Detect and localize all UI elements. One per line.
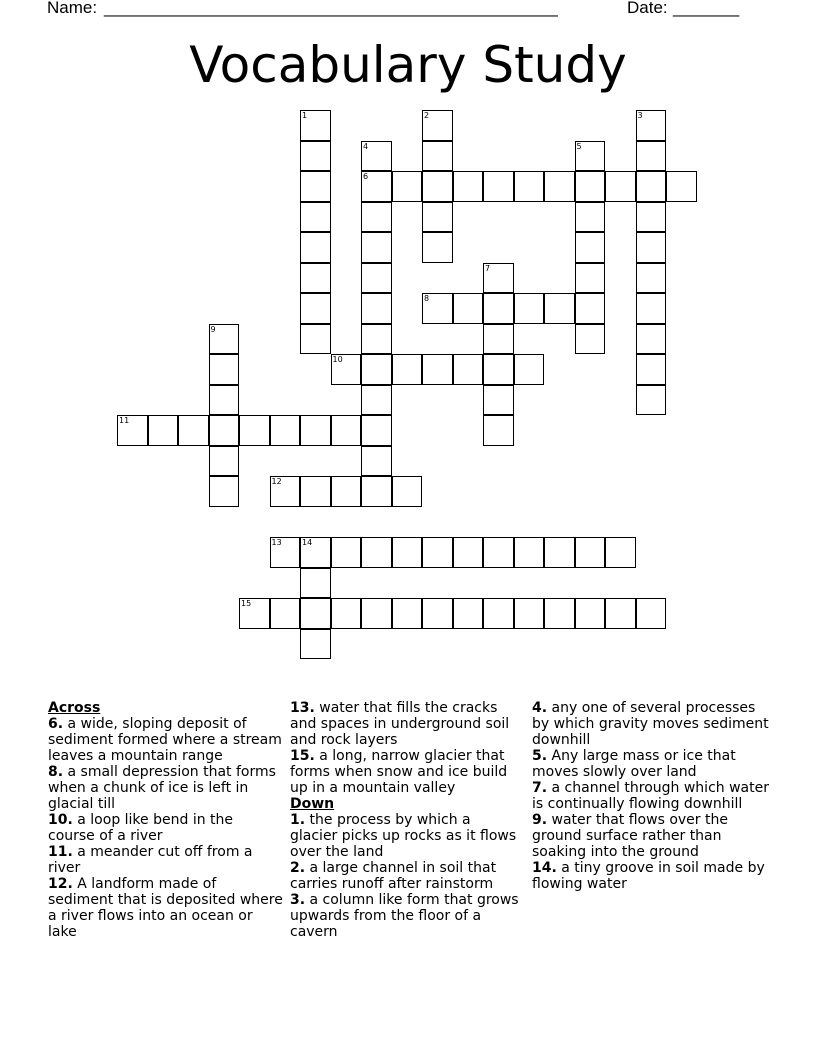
grid-cell[interactable]	[514, 537, 545, 568]
grid-cell[interactable]	[270, 415, 301, 446]
clue-text: water that fills the cracks and spaces in underground soil and rock layers	[290, 700, 510, 748]
grid-cell[interactable]	[270, 537, 301, 568]
clue-text: a channel through which water is continually flowing downhill	[532, 780, 769, 812]
clue-number: 6.	[48, 716, 64, 732]
grid-cell[interactable]	[392, 171, 423, 202]
grid-cell[interactable]	[483, 263, 514, 294]
grid-cell[interactable]	[209, 354, 240, 385]
grid-cell[interactable]	[392, 354, 423, 385]
grid-cell[interactable]	[300, 598, 331, 629]
cell-number: 8	[424, 294, 430, 303]
grid-cell[interactable]	[361, 232, 392, 263]
grid-cell[interactable]	[636, 232, 667, 263]
grid-cell[interactable]	[575, 263, 606, 294]
clue-number: 14.	[532, 860, 557, 876]
grid-cell[interactable]	[361, 354, 392, 385]
grid-cell[interactable]	[361, 263, 392, 294]
across-heading: Across	[48, 700, 101, 716]
grid-cell[interactable]	[422, 293, 453, 324]
clue-across-6	[48, 716, 283, 764]
grid-cell[interactable]	[636, 598, 667, 629]
grid-cell[interactable]	[300, 568, 331, 599]
clue-number: 2.	[290, 860, 306, 876]
clue-number: 5.	[532, 748, 548, 764]
clue-text: water that flows over the ground surface rather than soaking into the ground	[532, 812, 728, 860]
clue-across-13	[290, 700, 520, 748]
grid-cell[interactable]	[636, 293, 667, 324]
clue-number: 10.	[48, 812, 73, 828]
cell-number: 10	[332, 355, 343, 364]
grid-cell[interactable]	[514, 171, 545, 202]
grid-cell[interactable]	[575, 598, 606, 629]
clue-column-2	[290, 700, 520, 940]
down-heading: Down	[290, 796, 335, 812]
grid-cell[interactable]	[422, 141, 453, 172]
grid-cell[interactable]	[361, 324, 392, 355]
grid-cell[interactable]	[483, 537, 514, 568]
grid-cell[interactable]	[361, 293, 392, 324]
grid-cell[interactable]	[605, 598, 636, 629]
grid-cell[interactable]	[514, 293, 545, 324]
clue-number: 3.	[290, 892, 306, 908]
clue-across-12	[48, 876, 283, 940]
grid-cell[interactable]	[178, 415, 209, 446]
clue-column-3	[532, 700, 772, 892]
grid-cell[interactable]	[544, 598, 575, 629]
grid-cell[interactable]	[331, 354, 362, 385]
grid-cell[interactable]	[483, 324, 514, 355]
grid-cell[interactable]	[636, 202, 667, 233]
grid-cell[interactable]	[605, 537, 636, 568]
clue-number: 9.	[532, 812, 548, 828]
grid-cell[interactable]	[300, 629, 331, 660]
grid-cell[interactable]	[575, 293, 606, 324]
cell-number: 7	[485, 263, 491, 273]
clue-text: a wide, sloping deposit of sediment formed where a stream leaves a mountain range	[48, 716, 282, 764]
grid-cell[interactable]	[300, 324, 331, 355]
grid-cell[interactable]	[300, 141, 331, 172]
grid-cell[interactable]	[300, 415, 331, 446]
name-line[interactable]: ________________________________________________	[104, 0, 558, 17]
clue-down-2	[290, 860, 520, 892]
clue-down-9	[532, 812, 772, 860]
grid-cell[interactable]	[453, 293, 484, 324]
grid-cell[interactable]	[453, 598, 484, 629]
clue-text: a loop like bend in the course of a river	[48, 812, 234, 844]
grid-cell[interactable]	[636, 263, 667, 294]
grid-cell[interactable]	[453, 537, 484, 568]
grid-cell[interactable]	[300, 537, 331, 568]
grid-cell[interactable]	[270, 476, 301, 507]
grid-cell[interactable]	[514, 598, 545, 629]
grid-cell[interactable]	[575, 324, 606, 355]
grid-cell[interactable]	[117, 415, 148, 446]
date-label: Date:	[627, 0, 668, 17]
cell-number: 2	[424, 111, 430, 120]
grid-cell[interactable]	[392, 598, 423, 629]
clue-down-3	[290, 892, 520, 940]
cell-number: 11	[119, 416, 130, 425]
grid-cell[interactable]	[300, 202, 331, 233]
grid-cell[interactable]	[483, 293, 514, 324]
grid-cell[interactable]	[544, 171, 575, 202]
clue-number: 15.	[290, 748, 315, 764]
grid-cell[interactable]	[453, 354, 484, 385]
clue-down-14	[532, 860, 772, 892]
grid-cell[interactable]	[209, 324, 240, 355]
cell-number: 9	[210, 324, 216, 334]
grid-cell[interactable]	[300, 293, 331, 324]
grid-cell[interactable]	[392, 537, 423, 568]
grid-cell[interactable]	[483, 385, 514, 416]
grid-cell[interactable]	[148, 415, 179, 446]
grid-cell[interactable]	[483, 415, 514, 446]
grid-cell[interactable]	[300, 263, 331, 294]
clue-text: a column like form that grows upwards from the floor of a cavern	[290, 892, 519, 940]
grid-cell[interactable]	[209, 385, 240, 416]
grid-cell[interactable]	[331, 598, 362, 629]
cell-number: 1	[302, 111, 308, 120]
clue-text: a large channel in soil that carries runoff after rainstorm	[290, 860, 497, 892]
clue-across-10	[48, 812, 283, 844]
grid-cell[interactable]	[422, 202, 453, 233]
grid-cell[interactable]	[422, 598, 453, 629]
cell-number: 14	[302, 538, 313, 547]
date-line[interactable]: _______	[673, 0, 740, 17]
grid-cell[interactable]	[636, 110, 667, 141]
grid-cell[interactable]	[575, 202, 606, 233]
grid-cell[interactable]	[239, 415, 270, 446]
grid-cell[interactable]	[422, 354, 453, 385]
grid-cell[interactable]	[544, 293, 575, 324]
clue-number: 11.	[48, 844, 73, 860]
grid-cell[interactable]	[422, 232, 453, 263]
grid-cell[interactable]	[636, 324, 667, 355]
clue-down-7	[532, 780, 772, 812]
clue-text: a meander cut off from a river	[48, 844, 253, 876]
grid-cell[interactable]	[361, 537, 392, 568]
grid-cell[interactable]	[575, 537, 606, 568]
grid-cell[interactable]	[300, 476, 331, 507]
cell-number: 4	[363, 141, 369, 151]
grid-cell[interactable]	[361, 171, 392, 202]
grid-cell[interactable]	[361, 476, 392, 507]
cell-number: 15	[241, 599, 252, 608]
grid-cell[interactable]	[209, 415, 240, 446]
grid-cell[interactable]	[422, 537, 453, 568]
cell-number: 3	[637, 111, 643, 120]
clue-number: 12.	[48, 876, 73, 892]
clue-column-1	[48, 700, 283, 940]
clue-text: Any large mass or ice that moves slowly over land	[532, 748, 736, 780]
grid-cell[interactable]	[331, 537, 362, 568]
grid-cell[interactable]	[666, 171, 697, 202]
grid-cell[interactable]	[331, 415, 362, 446]
clue-down-1	[290, 812, 520, 860]
grid-cell[interactable]	[544, 537, 575, 568]
grid-cell[interactable]	[300, 171, 331, 202]
grid-cell[interactable]	[422, 110, 453, 141]
clue-across-11	[48, 844, 283, 876]
grid-cell[interactable]	[300, 232, 331, 263]
grid-cell[interactable]	[361, 202, 392, 233]
grid-cell[interactable]	[483, 171, 514, 202]
grid-cell[interactable]	[361, 385, 392, 416]
grid-cell[interactable]	[636, 354, 667, 385]
grid-cell[interactable]	[575, 232, 606, 263]
grid-cell[interactable]	[361, 415, 392, 446]
grid-cell[interactable]	[209, 446, 240, 477]
clue-number: 8.	[48, 764, 64, 780]
grid-cell[interactable]	[392, 476, 423, 507]
clue-text: a tiny groove in soil made by flowing water	[532, 860, 765, 892]
cell-number: 5	[576, 141, 582, 151]
grid-cell[interactable]	[483, 598, 514, 629]
grid-cell[interactable]	[483, 354, 514, 385]
clue-number: 13.	[290, 700, 315, 716]
grid-cell[interactable]	[270, 598, 301, 629]
name-label: Name:	[47, 0, 98, 17]
clue-text: a small depression that forms when a chunk of ice is left in glacial till	[48, 764, 276, 812]
clue-number: 7.	[532, 780, 548, 796]
clue-text: a long, narrow glacier that forms when snow and ice build up in a mountain valley	[290, 748, 508, 796]
grid-cell[interactable]	[422, 171, 453, 202]
grid-cell[interactable]	[361, 141, 392, 172]
grid-cell[interactable]	[605, 171, 636, 202]
clue-down-5	[532, 748, 772, 780]
clue-across-8	[48, 764, 283, 812]
clue-text: the process by which a glacier picks up rocks as it flows over the land	[290, 812, 517, 860]
grid-cell[interactable]	[575, 141, 606, 172]
clue-number: 4.	[532, 700, 548, 716]
grid-cell[interactable]	[300, 110, 331, 141]
clue-number: 1.	[290, 812, 306, 828]
grid-cell[interactable]	[636, 141, 667, 172]
clue-across-15	[290, 748, 520, 796]
cell-number: 6	[363, 172, 369, 181]
grid-cell[interactable]	[636, 171, 667, 202]
grid-cell[interactable]	[331, 476, 362, 507]
grid-cell[interactable]	[361, 598, 392, 629]
clue-text: any one of several processes by which gravity moves sediment downhill	[532, 700, 769, 748]
clue-text: A landform made of sediment that is deposited where a river flows into an ocean or lake	[48, 876, 283, 940]
grid-cell[interactable]	[239, 598, 270, 629]
page-title: Vocabulary Study	[189, 36, 627, 94]
cell-number: 13	[271, 538, 282, 547]
grid-cell[interactable]	[636, 385, 667, 416]
grid-cell[interactable]	[453, 171, 484, 202]
grid-cell[interactable]	[209, 476, 240, 507]
clue-down-4	[532, 700, 772, 748]
grid-cell[interactable]	[514, 354, 545, 385]
grid-cell[interactable]	[575, 171, 606, 202]
cell-number: 12	[271, 477, 282, 486]
grid-cell[interactable]	[361, 446, 392, 477]
